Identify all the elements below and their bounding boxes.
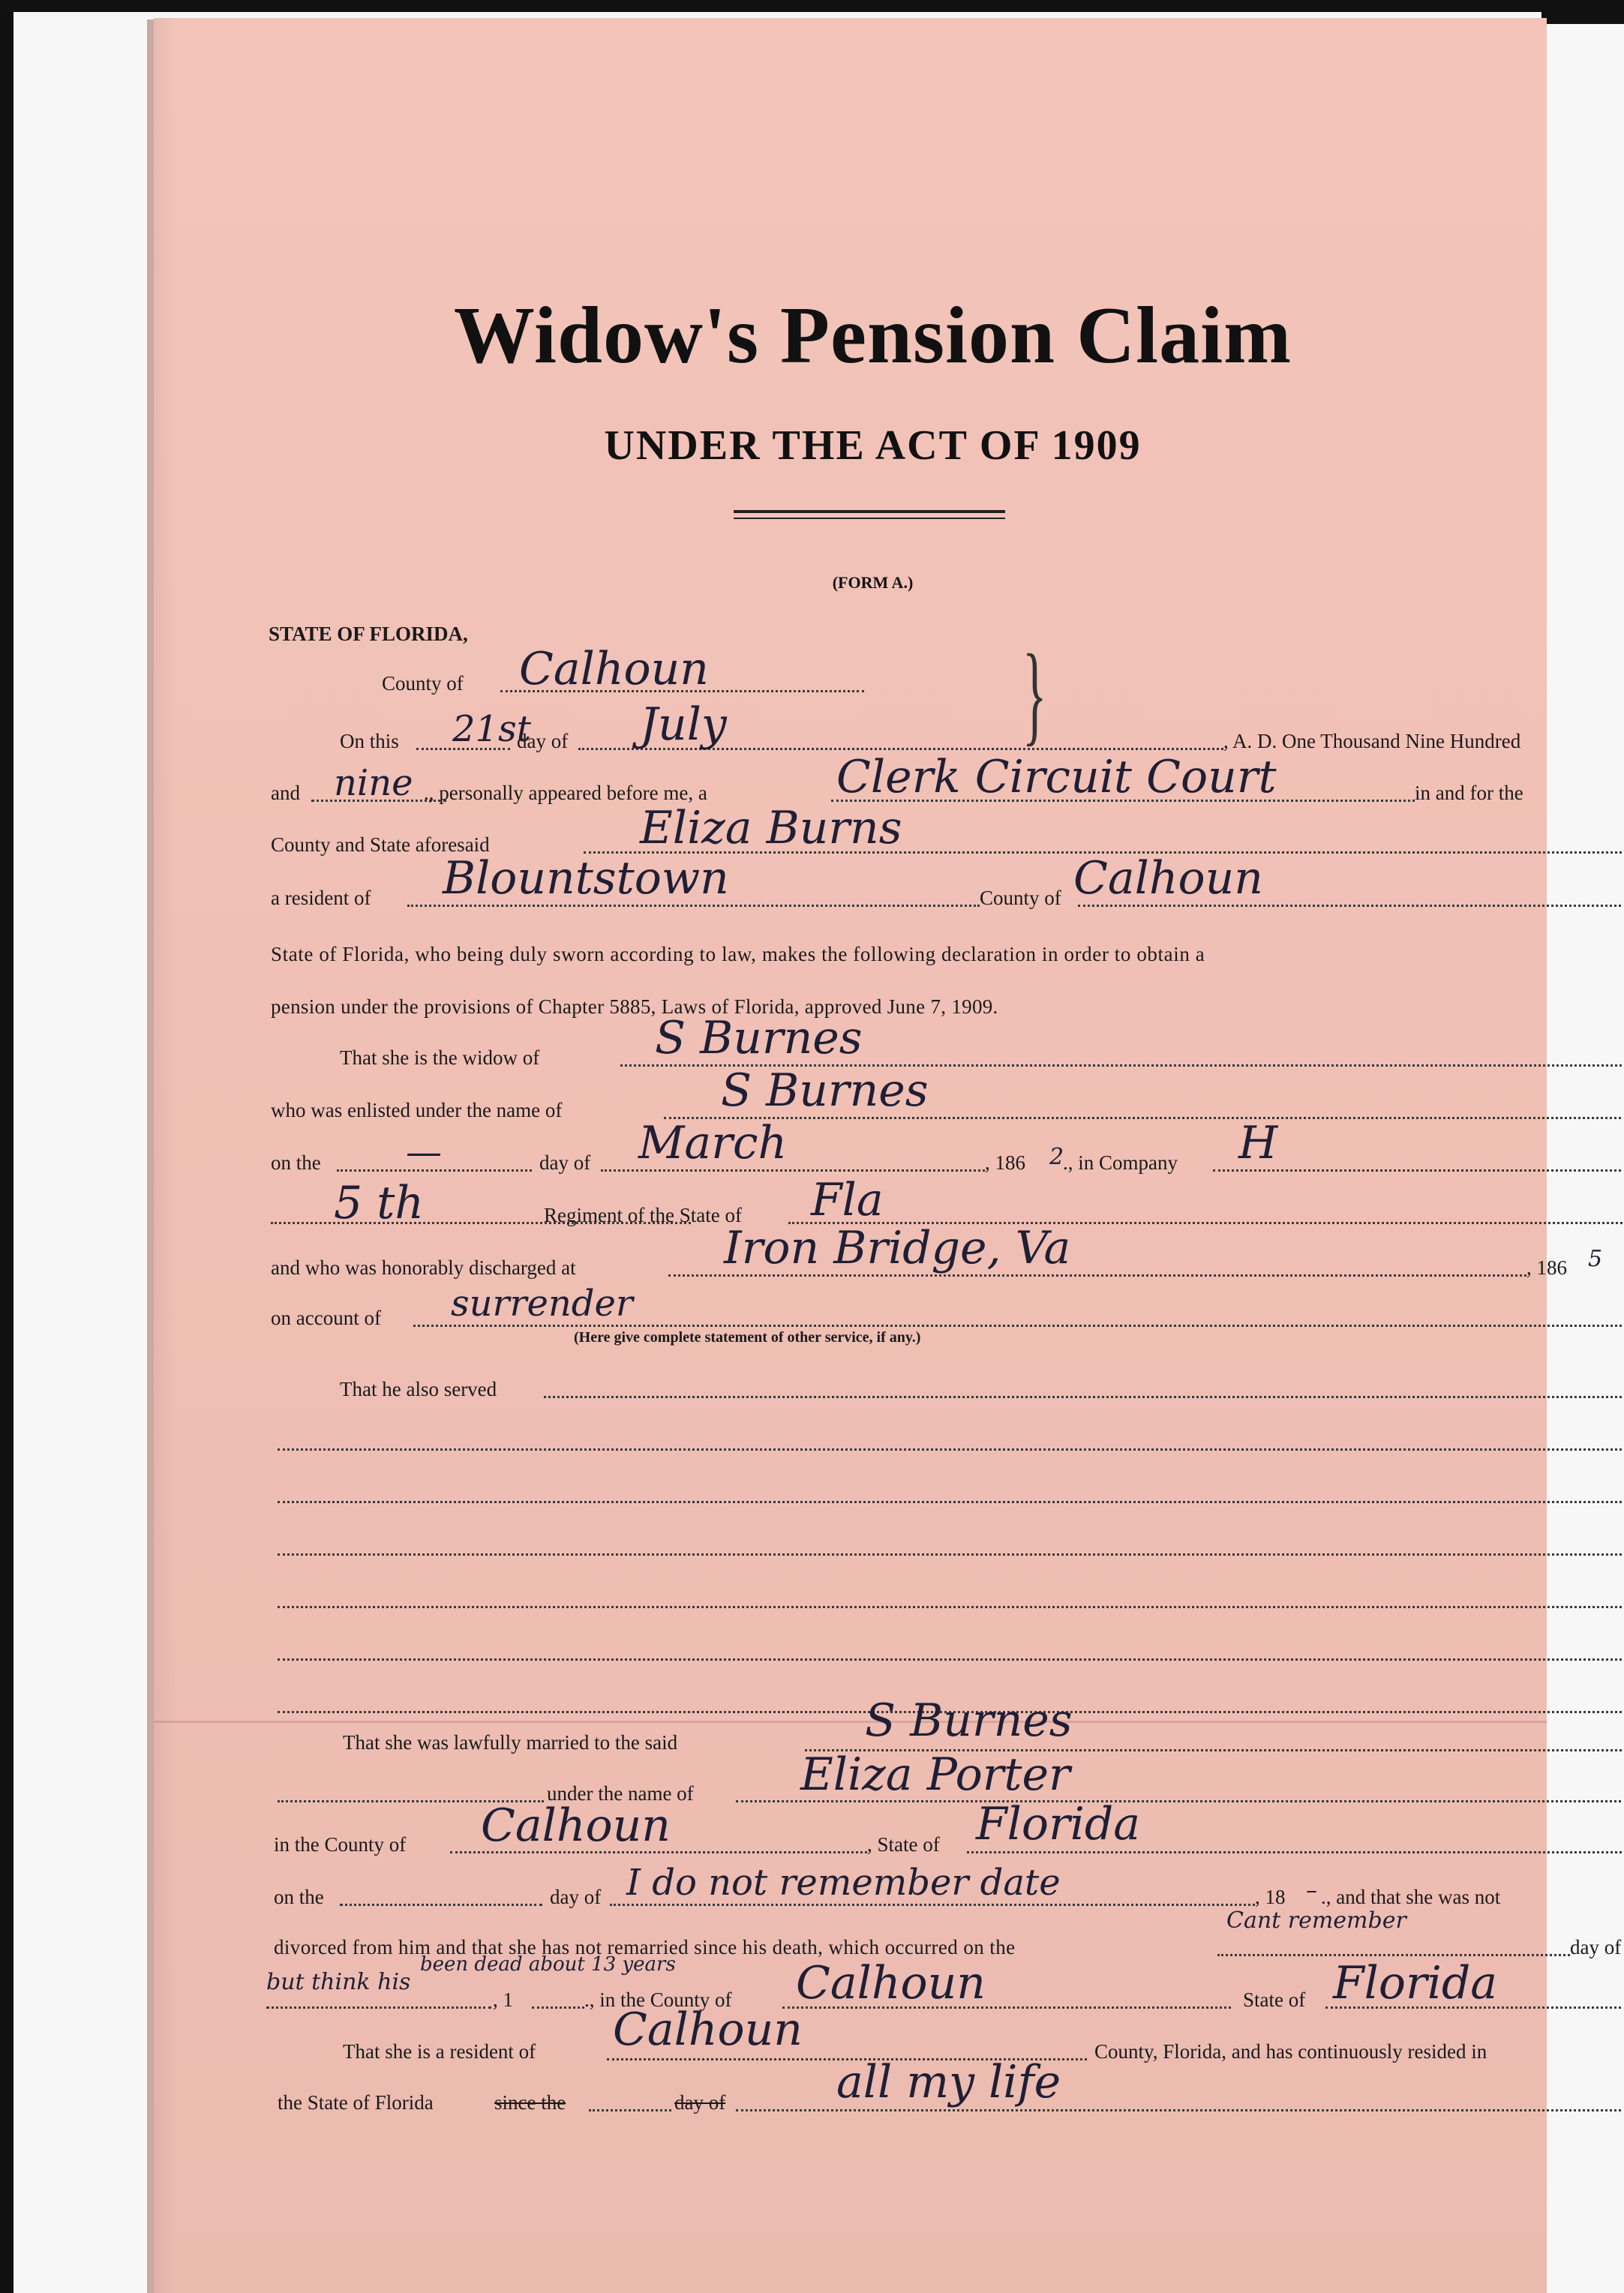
residence-county-label: County of [980,887,1061,909]
resident-of-label: a resident of [271,887,371,909]
residence-leader [407,905,980,907]
venue-brace: } [1022,632,1047,756]
maiden-name-entry: Eliza Porter [800,1748,1070,1801]
day-entry: 21st [452,708,531,750]
regiment-entry: 5 th [334,1177,424,1229]
discharge-reason-leader [413,1325,1624,1327]
residence-entry: Blountstown [443,852,729,905]
enlist-day-of-label: day of [539,1151,591,1174]
company-entry: H [1238,1117,1278,1169]
claimant-entry: Eliza Burns [640,802,902,854]
married-state-entry: Florida [976,1798,1140,1850]
title-rule-thick [734,510,1005,513]
discharge-year-label: , 186 [1526,1256,1567,1279]
state-florida-since-label: the State of Florida [278,2091,434,2114]
since-day-leader [589,2109,671,2111]
day-of-struck-label: day of [674,2091,726,2114]
enlist-day-entry: — [406,1131,442,1173]
resident-county-entry: Calhoun [613,2003,803,2056]
resident-since-entry: all my life [836,2056,1061,2108]
regiment-label: Regiment of the State of [544,1204,742,1226]
since-the-struck-label: since the [494,2091,566,2114]
enlist-year-entry: 2 [1049,1144,1064,1170]
declaration-line-1: State of Florida, who being duly sworn according to law, makes the following declaration in order to obtain a [271,943,1205,965]
company-leader [1213,1169,1624,1172]
in-and-for-label: in and for the [1415,782,1523,804]
lawfully-married-label: That she was lawfully married to the said [343,1731,678,1754]
state-of-florida-label: STATE OF FLORIDA, [269,623,468,645]
death-day-leader [1217,1954,1570,1956]
service-blank-line-2 [278,1501,1624,1503]
married-state-leader [967,1851,1624,1853]
death-note-top: Cant remember [1226,1907,1406,1934]
discharged-at-entry: Iron Bridge, Va [724,1222,1071,1274]
county-of-label: County of [382,672,464,695]
not-divorced-label: ., and that she was not [1321,1886,1501,1908]
resident-since-leader [736,2109,1624,2111]
county-entry: Calhoun [519,643,709,695]
service-blank-line-4 [278,1606,1624,1608]
death-county-entry: Calhoun [796,1957,986,2009]
married-on-the-label: on the [274,1886,324,1908]
enlist-month-leader [601,1169,985,1172]
ad-year-label: , A. D. One Thousand Nine Hundred [1223,730,1521,752]
enlist-month-entry: March [638,1117,788,1169]
under-name-label: under the name of [547,1782,694,1805]
enlist-year-label: , 186 [985,1151,1025,1174]
married-state-label: , State of [867,1833,940,1856]
married-day-of-label: day of [550,1886,602,1908]
resident-county-label: That she is a resident of [343,2040,536,2063]
married-county-entry: Calhoun [481,1799,671,1852]
residence-county-leader [1078,905,1624,907]
day-of-label: day of [517,730,569,752]
service-blank-line-5 [278,1658,1624,1661]
form-label: (FORM A.) [832,573,914,592]
death-state-entry: Florida [1333,1957,1497,2009]
death-month-leader [266,2006,491,2009]
scan-border-top [0,0,1624,12]
scan-border-top-right [1541,12,1624,24]
death-county-label: ., in the County of [584,1988,732,2011]
service-blank-line-3 [278,1553,1624,1556]
paper-fold-line [154,1721,1547,1723]
married-year-entry: – [1306,1877,1317,1904]
also-served-label: That he also served [340,1378,497,1400]
enlist-on-the-label: on the [271,1151,321,1174]
service-blank-line-1 [278,1448,1624,1451]
pension-form-page [154,18,1622,2293]
month-entry: July [640,698,727,751]
residence-county-entry: Calhoun [1073,852,1263,905]
discharged-at-leader [668,1274,1526,1277]
discharge-year-entry: 5 [1588,1246,1603,1272]
and-label: and [271,782,300,804]
married-to-entry: S Burnes [865,1694,1073,1747]
declaration-line-2: pension under the provisions of Chapter 5885, Laws of Florida, approved June 7, 1909. [271,995,998,1018]
scan-border-left [0,0,14,2293]
form-subtitle: UNDER THE ACT OF 1909 [604,422,1142,469]
title-rule-thin [734,518,1005,519]
officer-entry: Clerk Circuit Court [836,751,1277,803]
on-account-of-label: on account of [271,1307,381,1329]
married-day-leader [340,1904,542,1906]
form-title: Widow's Pension Claim [453,291,1292,380]
personally-appeared-label: ., personally appeared before me, a [424,782,707,804]
in-company-label: ., in Company [1063,1151,1178,1174]
discharge-reason-entry: surrender [451,1283,633,1325]
married-date-entry: I do not remember date [626,1862,1061,1904]
death-day-of-label: day of [1570,1936,1622,1958]
death-year-label: , 1 [493,1988,513,2011]
enlisted-name-leader [664,1117,1624,1119]
county-state-aforesaid-label: County and State aforesaid [271,833,490,856]
married-date-leader [610,1904,1255,1906]
death-year-leader [532,2006,584,2009]
death-note-bottom: but think his [266,1969,411,1995]
married-year-label: , 18 [1255,1886,1286,1908]
married-county-label: in the County of [274,1833,407,1856]
death-note-extra: been dead about 13 years [420,1953,676,1976]
discharged-at-label: and who was honorably discharged at [271,1256,576,1279]
on-this-label: On this [340,730,399,752]
divorced-line-label: divorced from him and that she has not remarried since his death, which occurred on the [274,1936,1016,1958]
service-note: (Here give complete statement of other service, if any.) [574,1329,921,1346]
widow-of-label: That she is the widow of [340,1046,540,1069]
enlisted-name-label: who was enlisted under the name of [271,1099,563,1121]
widow-of-entry: S Burnes [655,1012,863,1064]
resided-in-label: County, Florida, and has continuously resided in [1094,2040,1487,2063]
regiment-state-entry: Fla [811,1174,884,1226]
enlisted-name-entry: S Burnes [721,1064,929,1117]
also-served-leader [544,1396,1624,1398]
death-state-label: State of [1243,1988,1306,2011]
year-word-entry: nine [334,762,413,804]
